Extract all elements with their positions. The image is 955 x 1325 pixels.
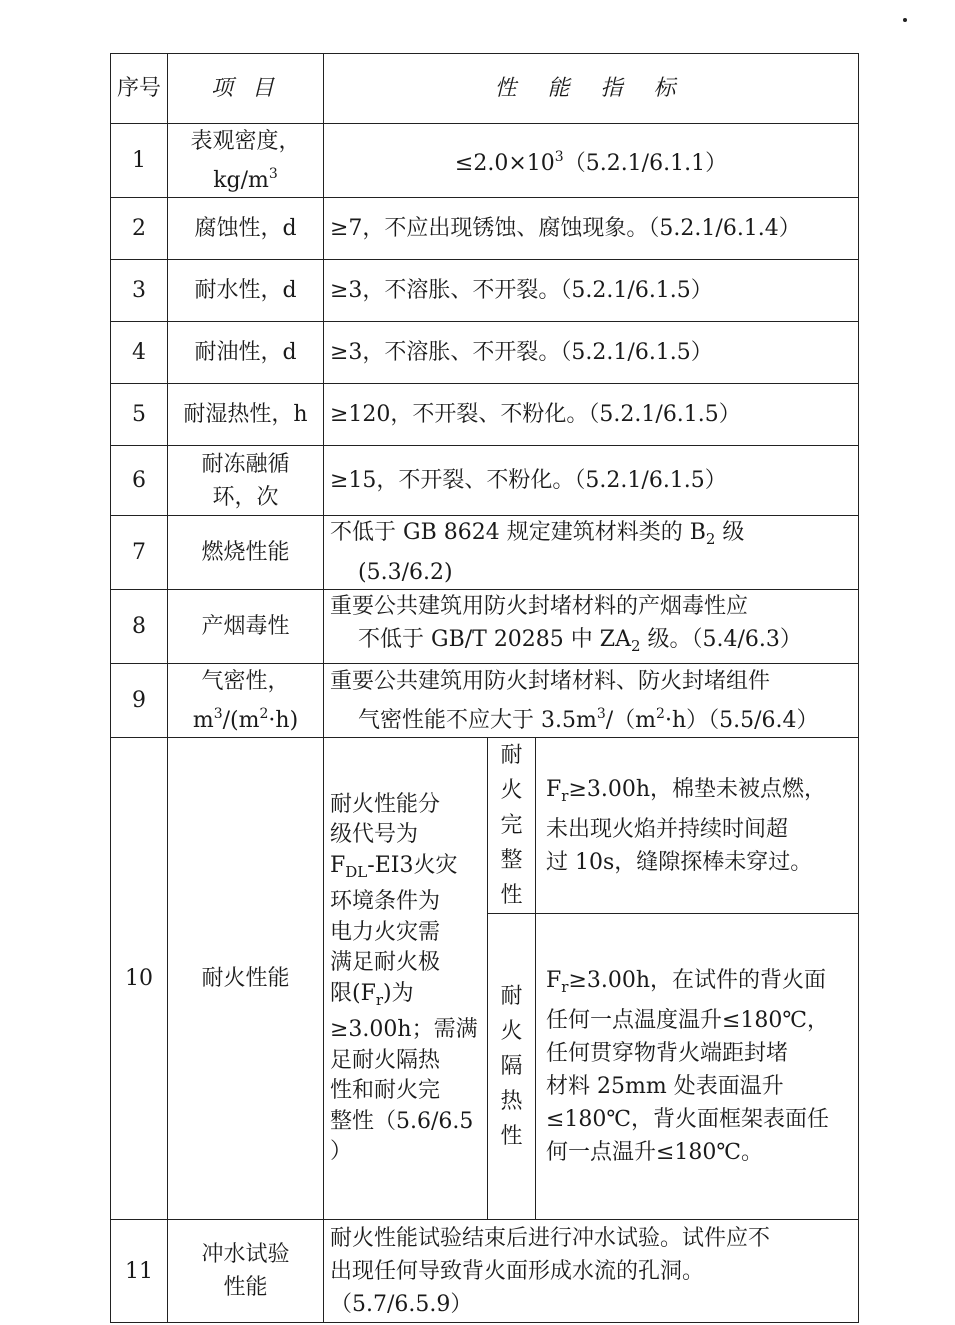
sub-label-char: 完: [500, 813, 523, 838]
row-item: 耐湿热性，h: [168, 384, 324, 446]
row-item-line: 表观密度，: [190, 128, 301, 154]
spec-text: ≤2.0×10: [454, 151, 555, 176]
sub-label-char: 整: [500, 848, 523, 873]
sub-label-char: 隔: [500, 1054, 523, 1079]
row-no: 5: [111, 384, 168, 446]
table-header-row: [111, 54, 859, 124]
desc-line: 足耐火隔热: [330, 1047, 441, 1073]
row-item: 燃烧性能: [168, 516, 324, 590]
spec-line: （5.7/6.5.9）: [330, 1291, 473, 1317]
row-item: [168, 664, 324, 738]
unit-text: ·h): [268, 707, 299, 733]
desc-text: )为: [383, 980, 414, 1006]
spec-text: ·h）（5.5/6.4）: [664, 707, 819, 733]
row-item-line: 耐冻融循: [201, 451, 290, 477]
desc-line: 耐火性能分: [330, 791, 441, 817]
table-row: [111, 384, 859, 446]
sub-label-char: 热: [500, 1089, 523, 1114]
spec-line: 重要公共建筑用防火封堵材料、防火封堵组件: [330, 668, 771, 694]
header-performance-index: 性 能 指 标: [324, 54, 859, 124]
row-spec: [324, 124, 859, 198]
performance-spec-table: [110, 53, 859, 1323]
row-spec: ≥3，不溶胀、不开裂。（5.2.1/6.1.5）: [324, 322, 859, 384]
table-row: [111, 198, 859, 260]
spec-text: ≥3.00h，在试件的背火面: [568, 968, 827, 993]
header-serial-no: 序号: [111, 54, 168, 124]
desc-line: 满足耐火极: [330, 950, 441, 975]
row-no: 9: [111, 664, 168, 738]
spec-sub: 2: [630, 637, 641, 655]
spec-line: [330, 698, 852, 737]
spec-text: 级: [715, 520, 745, 545]
desc-line: 整性（5.6/6.5: [330, 1108, 474, 1134]
desc-line: 环境条件为: [330, 889, 441, 914]
spec-text: 不低于 GB 8624 规定建筑材料类的 B: [330, 520, 706, 545]
spec-text: /（m: [605, 707, 657, 733]
spec-line: 任何一点温度温升≤180℃，: [546, 1008, 830, 1033]
table-row: [111, 322, 859, 384]
sub-label-char: 性: [500, 883, 523, 908]
scan-dot: [903, 18, 907, 22]
spec-line: ≤180℃，背火面框架表面任: [546, 1107, 830, 1132]
sub-label-integrity: [488, 738, 536, 914]
spec-sup: 2: [656, 705, 665, 722]
row-no: 2: [111, 198, 168, 260]
table-row: [111, 590, 859, 664]
spec-text: ≥3.00h，棉垫未被点燃，: [568, 776, 827, 802]
sub-label-insulation: [488, 914, 536, 1220]
row-item: 产烟毒性: [168, 590, 324, 664]
spec-line: 耐火性能试验结束后进行冲水试验。试件应不: [330, 1225, 771, 1251]
row-spec: [324, 516, 859, 590]
code-text: F: [330, 852, 346, 878]
row-spec: ≥15，不开裂、不粉化。（5.2.1/6.1.5）: [324, 446, 859, 516]
table-row: [111, 738, 859, 914]
desc-sub: r: [375, 990, 384, 1009]
sub-label-char: 耐: [500, 984, 523, 1009]
sub-label-char: 火: [500, 1019, 523, 1044]
row-no: 11: [111, 1220, 168, 1323]
code-sub: DL: [345, 862, 368, 881]
row-no: 1: [111, 124, 168, 198]
spec-sub: r: [561, 786, 569, 805]
sub-label-char: 性: [500, 1124, 523, 1149]
row-spec: ≥3，不溶胀、不开裂。（5.2.1/6.1.5）: [324, 260, 859, 322]
row-item: 耐油性，d: [168, 322, 324, 384]
spec-ref: (5.3/6.2): [358, 560, 453, 585]
row-spec: ≥7，不应出现锈蚀、腐蚀现象。（5.2.1/6.1.4）: [324, 198, 859, 260]
spec-text: 气密性能不应大于 3.5m: [358, 707, 597, 733]
unit-sup: 3: [213, 705, 223, 722]
spec-sub: r: [561, 978, 569, 996]
spec-line: [330, 623, 852, 663]
desc-text: 火灾: [413, 852, 458, 878]
spec-ref: （5.2.1/6.1.1）: [563, 151, 728, 176]
header-item: 项 目: [168, 54, 324, 124]
table-row: [111, 1220, 859, 1323]
sub-label-char: 耐: [500, 743, 523, 768]
spec-line: 任何贯穿物背火端距封堵: [546, 1041, 789, 1066]
desc-line: 电力火灾需: [330, 919, 441, 945]
row-item-line: 环，次: [212, 484, 279, 510]
spec-text: F: [546, 968, 562, 993]
row-spec: ≥120，不开裂、不粉化。（5.2.1/6.1.5）: [324, 384, 859, 446]
desc-line: [330, 851, 481, 888]
spec-line: 出现任何导致背火面形成水流的孔洞。: [330, 1258, 705, 1284]
desc-line: 性和耐火完: [330, 1078, 441, 1103]
spec-text: F: [546, 776, 562, 802]
row-item: 耐水性，d: [168, 260, 324, 322]
table-row: [111, 446, 859, 516]
spec-sup: 3: [596, 705, 606, 722]
row-no: 6: [111, 446, 168, 516]
spec-line: [546, 773, 852, 813]
table-row: [111, 516, 859, 590]
desc-text: 限(F: [330, 980, 376, 1006]
row-item-line: 性能: [223, 1275, 268, 1300]
spec-line: 材料 25mm 处表面温升: [546, 1074, 784, 1099]
row-item-line: 冲水试验: [201, 1242, 290, 1267]
sub-spec-integrity: [536, 738, 859, 914]
sub-spec-insulation: [536, 914, 859, 1220]
desc-line: 级代号为: [330, 822, 419, 847]
spec-line: 未出现火焰并持续时间超: [546, 816, 789, 842]
spec-line: [546, 964, 852, 1004]
row-spec: [324, 1220, 859, 1323]
table-row: [111, 260, 859, 322]
spec-line: [330, 516, 852, 556]
table-row: [111, 124, 859, 198]
spec-line: 重要公共建筑用防火封堵材料的产烟毒性应: [330, 594, 749, 619]
desc-line: ）: [330, 1139, 353, 1164]
spec-sup: 3: [554, 149, 564, 165]
spec-text: 级。（5.4/6.3）: [640, 627, 802, 652]
sub-label-char: 火: [500, 778, 523, 803]
unit-sup: 3: [268, 165, 278, 182]
table-row: [111, 664, 859, 738]
spec-line: 何一点温升≤180℃。: [546, 1140, 764, 1165]
row-no: 7: [111, 516, 168, 590]
row-spec: [324, 590, 859, 664]
desc-line: [330, 979, 481, 1016]
code-text: -EI3: [367, 852, 414, 878]
row-item: [168, 124, 324, 198]
fire-resistance-description: [324, 738, 488, 1220]
unit-text: /(m: [222, 707, 260, 733]
row-no: 8: [111, 590, 168, 664]
spec-line: 过 10s，缝隙探棒未穿过。: [546, 849, 813, 875]
row-no: 3: [111, 260, 168, 322]
row-item: 耐火性能: [168, 738, 324, 1220]
row-no: 4: [111, 322, 168, 384]
row-item-line: [174, 158, 317, 197]
row-spec: [324, 664, 859, 738]
row-no: 10: [111, 738, 168, 1220]
row-item-line: 气密性，: [201, 668, 290, 694]
unit-sup: 2: [259, 705, 269, 722]
spec-sub: 2: [705, 530, 716, 548]
row-item: [168, 446, 324, 516]
row-item: [168, 1220, 324, 1323]
row-item: 腐蚀性，d: [168, 198, 324, 260]
unit-text: m: [192, 707, 214, 733]
desc-line: ≥3.00h；需满: [330, 1017, 478, 1042]
spec-text: 不低于 GB/T 20285 中 ZA: [358, 627, 631, 652]
row-item-line: [174, 698, 317, 737]
unit-text: kg/m: [213, 167, 269, 193]
